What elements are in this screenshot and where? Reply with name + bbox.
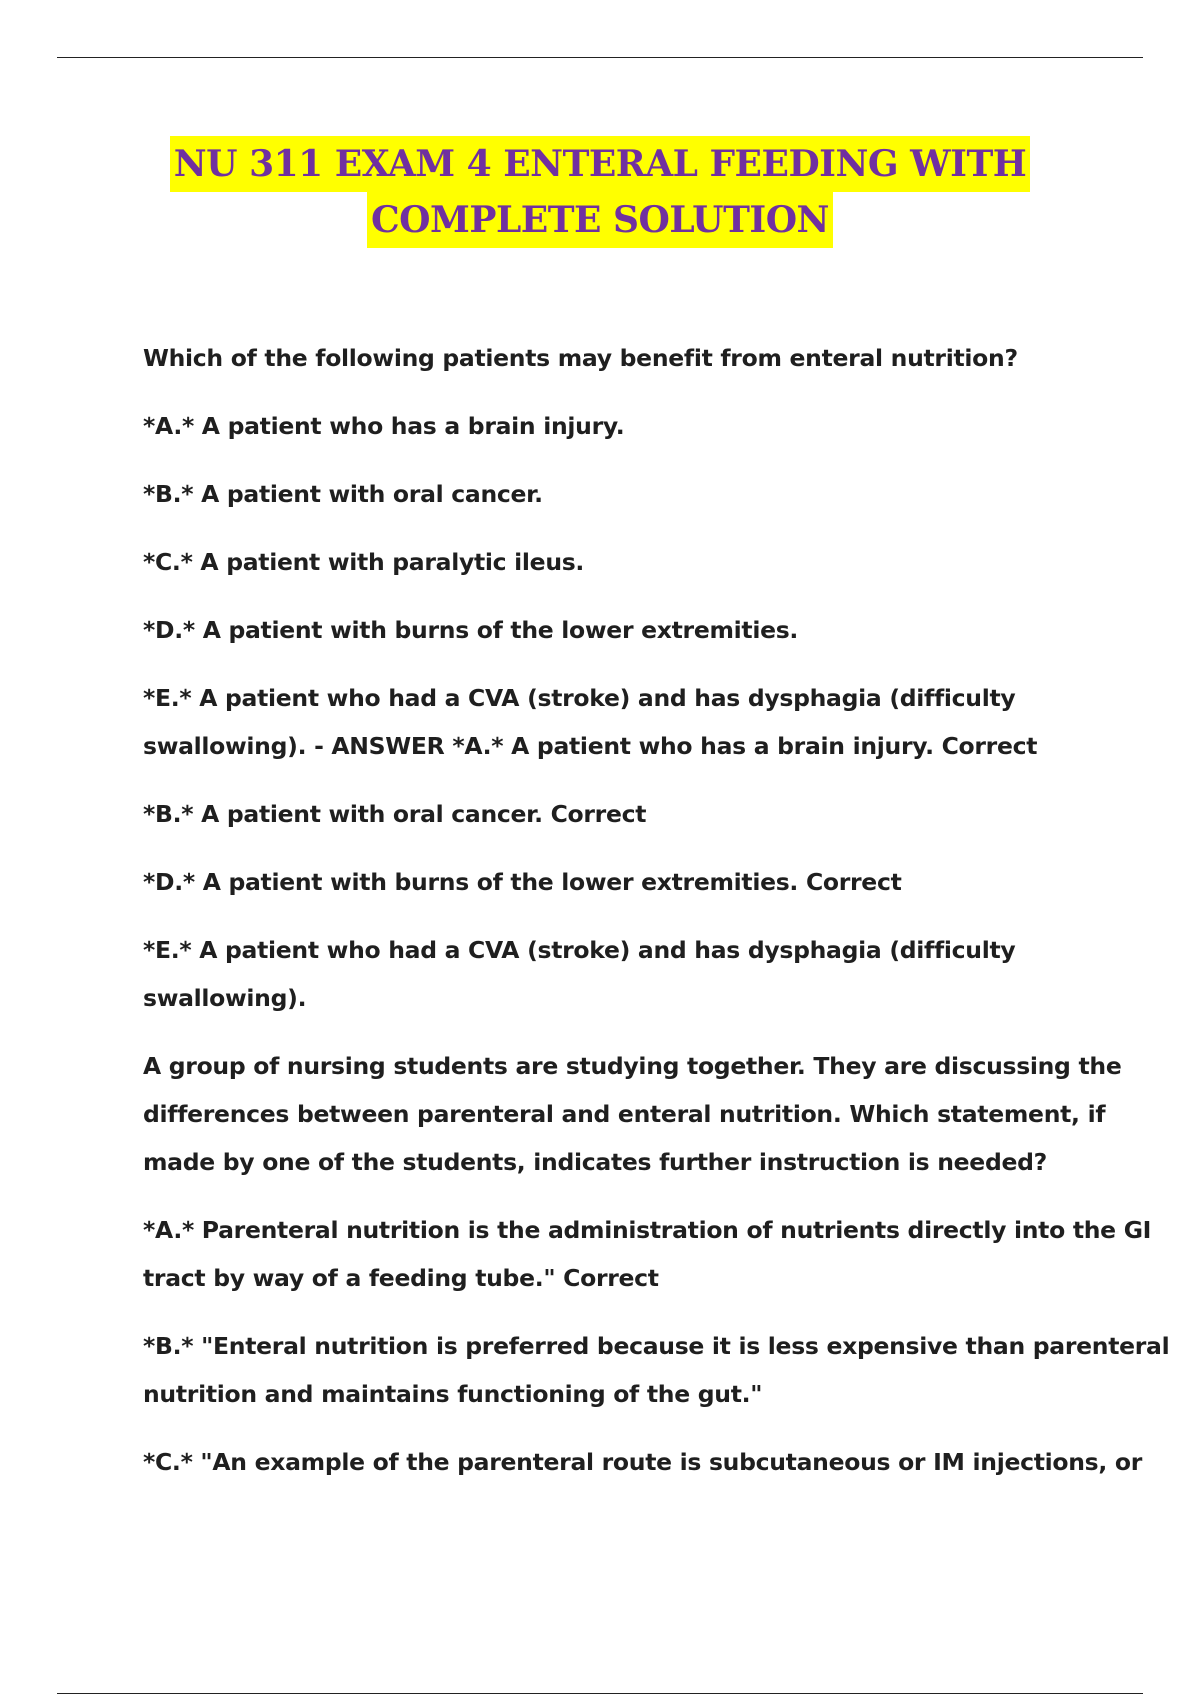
- paragraph-line: *B.* "Enteral nutrition is preferred because it is less expensive than parenteral: [143, 1332, 1170, 1360]
- paragraph: [143, 790, 1103, 838]
- title-line-2: COMPLETE SOLUTION: [367, 192, 833, 248]
- paragraph-line: *E.* A patient who had a CVA (stroke) and has dysphagia (difficulty: [143, 684, 1016, 712]
- paragraph-line: made by one of the students, indicates further instruction is needed?: [143, 1148, 1047, 1176]
- paragraph-line: *D.* A patient with burns of the lower extremities.: [143, 616, 799, 644]
- top-divider: [57, 57, 1143, 58]
- paragraph: [143, 858, 1103, 906]
- paragraph-line: tract by way of a feeding tube." Correct: [143, 1264, 659, 1292]
- paragraph-line: *B.* A patient with oral cancer. Correct: [143, 800, 647, 828]
- paragraph: [143, 606, 1103, 654]
- paragraph: [143, 334, 1103, 382]
- paragraph-line: *E.* A patient who had a CVA (stroke) and has dysphagia (difficulty: [143, 936, 1016, 964]
- paragraph-line: swallowing). - ANSWER *A.* A patient who has a brain injury. Correct: [143, 732, 1038, 760]
- paragraph-line: *C.* "An example of the parenteral route is subcutaneous or IM injections, or: [143, 1448, 1143, 1476]
- bottom-divider: [57, 1693, 1143, 1694]
- paragraph: [143, 538, 1103, 586]
- paragraph: [143, 1438, 1143, 1486]
- paragraph: [143, 674, 1103, 770]
- paragraph-line: swallowing).: [143, 984, 307, 1012]
- paragraph-line: *D.* A patient with burns of the lower extremities. Correct: [143, 868, 902, 896]
- document-body: [143, 334, 1170, 1506]
- paragraph: [143, 1206, 1152, 1302]
- paragraph-line: differences between parenteral and enteral nutrition. Which statement, if: [143, 1100, 1106, 1128]
- paragraph-line: nutrition and maintains functioning of the gut.": [143, 1380, 763, 1408]
- paragraph: [143, 470, 1103, 518]
- paragraph: [143, 926, 1103, 1022]
- title-line-1: NU 311 EXAM 4 ENTERAL FEEDING WITH: [170, 136, 1031, 192]
- paragraph: [143, 1042, 1122, 1186]
- paragraph-line: *A.* A patient who has a brain injury.: [143, 412, 625, 440]
- paragraph: [143, 402, 1103, 450]
- paragraph-line: A group of nursing students are studying together. They are discussing the: [143, 1052, 1122, 1080]
- paragraph-line: *C.* A patient with paralytic ileus.: [143, 548, 585, 576]
- paragraph: [143, 1322, 1170, 1418]
- document-title: [0, 136, 1200, 248]
- paragraph-line: *A.* Parenteral nutrition is the administration of nutrients directly into the GI: [143, 1216, 1152, 1244]
- paragraph-line: Which of the following patients may benefit from enteral nutrition?: [143, 344, 1018, 372]
- paragraph-line: *B.* A patient with oral cancer.: [143, 480, 543, 508]
